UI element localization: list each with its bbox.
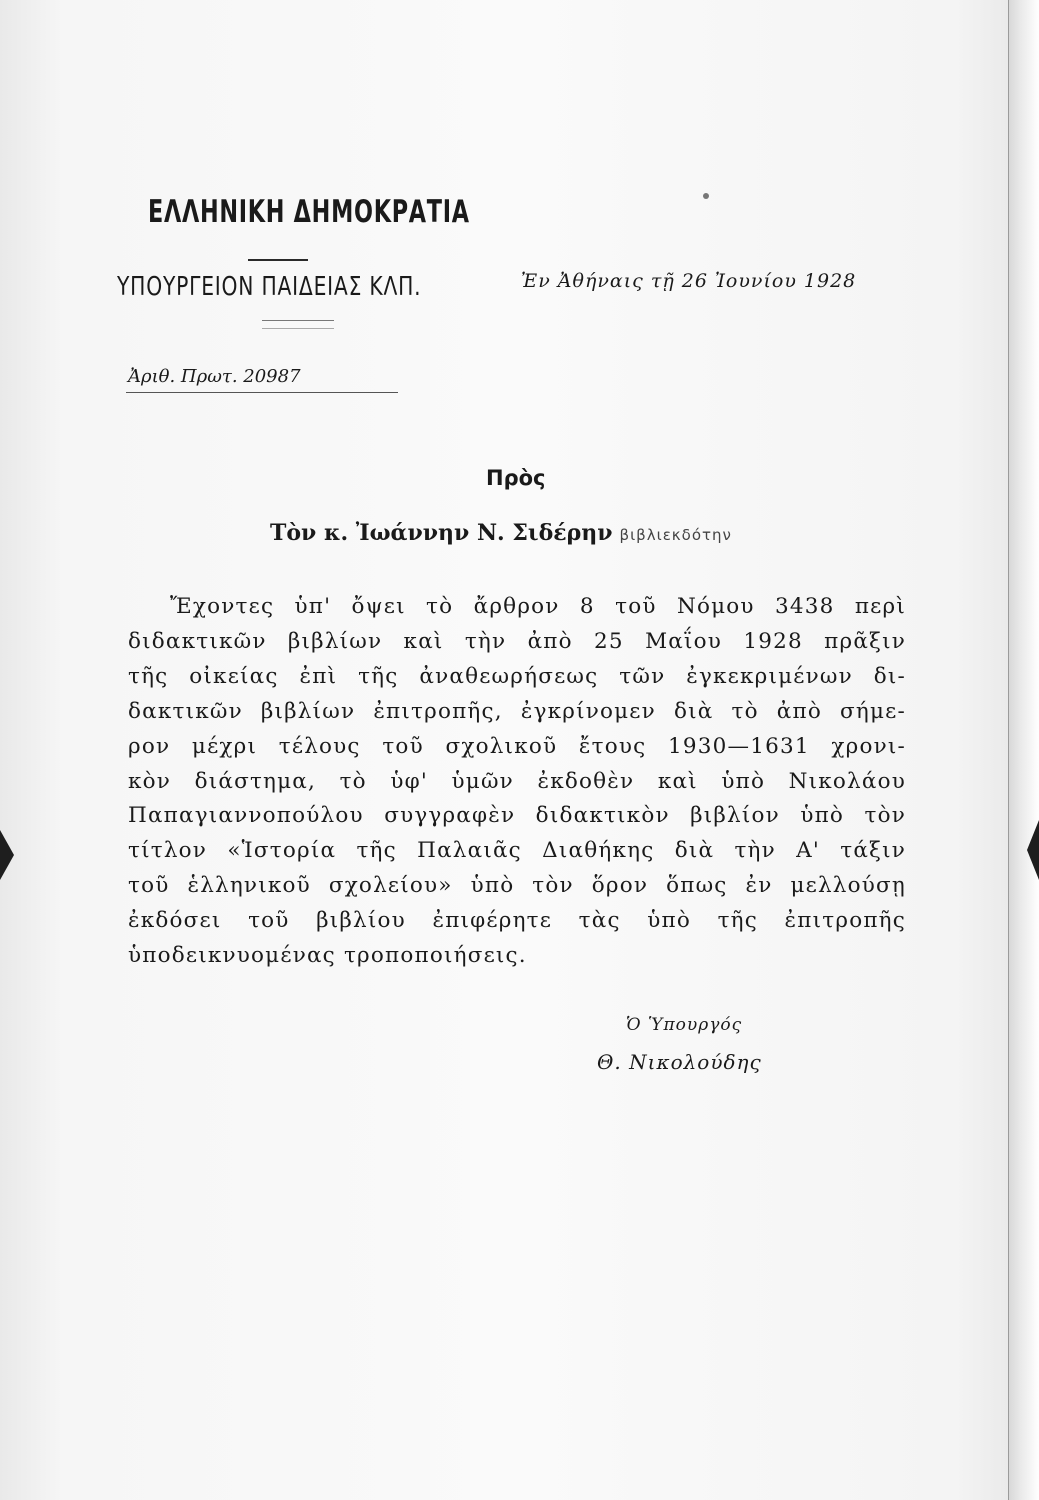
ministry-divider-2 [262,328,334,329]
body-line: τῆς οἰκείας ἐπὶ τῆς ἀναθεωρήσεως τῶν ἐγκεκριμένων δι- [128,663,906,689]
protocol-underline [126,392,398,393]
signer-title: Ὁ Ὑπουργός [626,1015,743,1035]
body-line: Ἔχοντες ὑπ' ὄψει τὸ ἄρθρον 8 τοῦ Νόμου 3438 περὶ [170,594,906,619]
signer-name: Θ. Νικολούδης [597,1050,762,1074]
body-line: ἐκδόσει τοῦ βιβλίου ἐπιφέρητε τὰς ὑπὸ τῆς ἐπιτροπῆς [128,908,906,934]
recipient-name: Τὸν κ. Ἰωάννην Ν. Σιδέρην [270,520,613,546]
body-line: ρον μέχρι τέλους τοῦ σχολικοῦ ἔτους 1930—1631 χρονι- [128,733,906,759]
body-line: δακτικῶν βιβλίων ἐπιτροπῆς, ἐγκρίνομεν διὰ τὸ ἀπὸ σήμε- [128,698,906,724]
letter-body [128,590,906,974]
body-line: διδακτικῶν βιβλίων καὶ τὴν ἀπὸ 25 Μαΐου 1928 πρᾶξιν [128,628,906,654]
body-line: τοῦ ἑλληνικοῦ σχολείου» ὑπὸ τὸν ὅρον ὅπως ἐν μελλούσῃ [128,873,906,899]
page-edge-strip [1008,0,1039,1500]
state-heading: ΕΛΛΗΝΙΚΗ ΔΗΜΟΚΡΑΤΙΑ [148,194,470,230]
recipient-line [270,520,732,546]
document-date: Ἐν Ἀθήναις τῇ 26 Ἰουνίου 1928 [521,270,857,292]
ministry-divider [262,320,334,321]
left-edge-tear [0,830,14,880]
body-line: ὑποδεικνυομένας τροποποιήσεις. [128,943,527,969]
heading-divider [248,259,308,261]
body-line: Παπαγιαννοπούλου συγγραφὲν διδακτικὸν βιβλίον ὑπὸ τὸν [128,803,906,829]
ink-speck [703,193,709,199]
body-line: κὸν διάστημα, τὸ ὑφ' ὑμῶν ἐκδοθὲν καὶ ὑπὸ Νικολάου [128,768,906,794]
ministry-heading: ΥΠΟΥΡΓΕΙΟΝ ΠΑΙΔΕΙΑΣ ΚΛΠ. [117,272,422,302]
body-line: τίτλον «Ἱστορία τῆς Παλαιᾶς Διαθήκης διὰ τὴν Α' τάξιν [128,838,906,864]
addressee-prefix: Πρὸς [486,466,546,490]
right-edge-tear [1027,820,1039,880]
protocol-number: Ἀριθ. Πρωτ. 20987 [128,366,301,387]
recipient-role: βιβλιεκδότην [619,526,732,544]
